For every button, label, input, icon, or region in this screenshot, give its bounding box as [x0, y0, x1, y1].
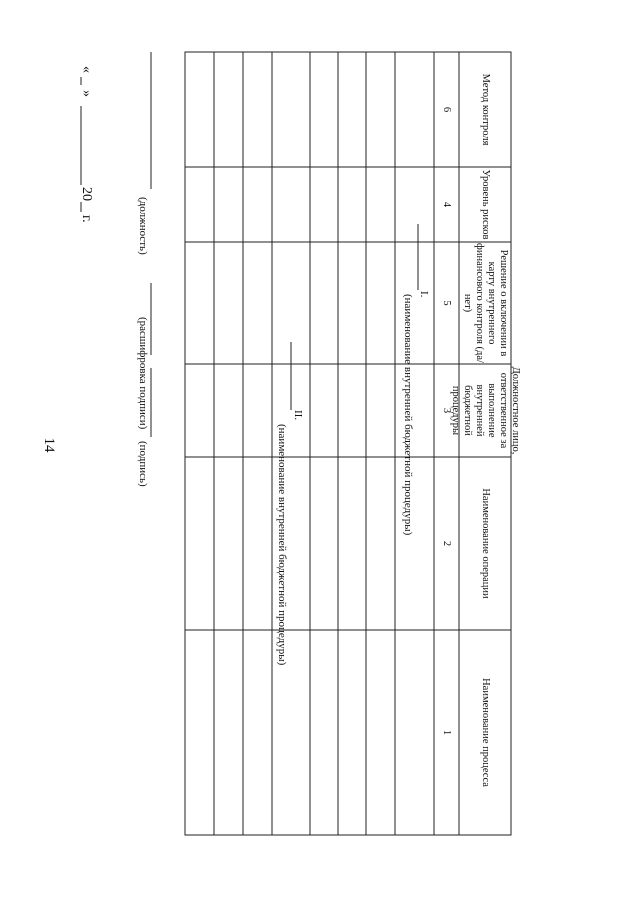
signature-label: (подпись)	[137, 441, 149, 487]
section-1-numeral: I.	[418, 291, 430, 298]
header-operation-name: Наименование операции	[480, 488, 491, 599]
column-number-2: 2	[441, 540, 453, 547]
position-label: (должность)	[137, 197, 149, 255]
section-2-numeral: II.	[292, 410, 304, 421]
header-process-name: Наименование процесса	[480, 678, 491, 787]
header-method: Метод контроля	[480, 73, 491, 146]
page-number: 14	[41, 437, 57, 453]
column-number-3: 3	[441, 407, 453, 414]
decoding-label: (расшифровка подписи)	[137, 317, 149, 430]
column-number-6: 6	[441, 106, 453, 113]
column-number-5: 5	[441, 300, 453, 306]
date-open-quote: «	[79, 66, 94, 73]
date-close-quote: »	[79, 90, 94, 97]
date-year-suffix: г.	[79, 215, 94, 223]
date-year-prefix: 20	[79, 187, 94, 201]
header-risk-level: Уровень рисков	[480, 169, 491, 240]
header-responsible-person: Должностное лицо, ответственное за выполнение внутренней бюджетной процедуры	[450, 366, 521, 455]
column-number-4: 4	[441, 201, 453, 208]
section-1-caption: (наименование внутренней бюджетной процедуры)	[402, 294, 414, 536]
column-number-1: 1	[441, 729, 453, 736]
section-2-caption: (наименование внутренней бюджетной процедуры)	[276, 424, 288, 666]
header-inclusion-decision: Решение о включении в карту внутреннего финансового контроля (да/нет)	[462, 243, 509, 363]
